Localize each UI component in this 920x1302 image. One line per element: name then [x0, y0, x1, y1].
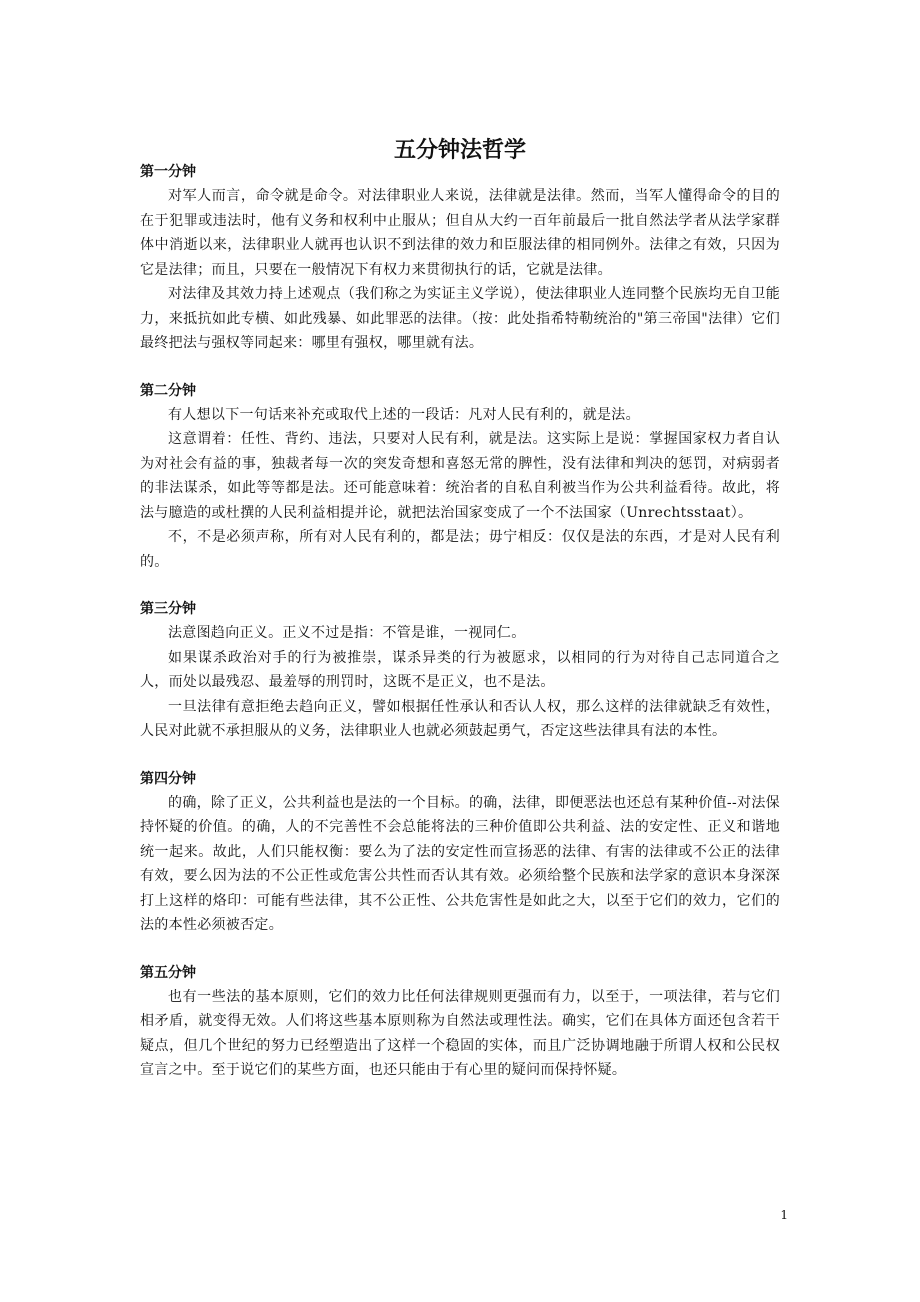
paragraph: 不，不是必须声称，所有对人民有利的，都是法；毋宁相反：仅仅是法的东西，才是对人民有利的。: [140, 529, 780, 570]
section-minute-2: [140, 379, 780, 575]
page-number: 1: [780, 1208, 788, 1222]
paragraph: 一旦法律有意拒绝去趋向正义，譬如根据任性承认和否认人权，那么这样的法律就缺乏有效性，人民对此就不承担服从的义务，法律职业人也就必须鼓起勇气，否定这些法律具有法的本性。: [140, 698, 780, 739]
section-heading: 第二分钟: [140, 382, 196, 399]
section-heading: 第一分钟: [140, 164, 196, 180]
paragraph: 如果谋杀政治对手的行为被推崇，谋杀异类的行为被愿求，以相同的行为对待自己志同道合之人，而处以最残忍、最羞辱的刑罚时，这既不是正义，也不是法。: [140, 649, 780, 690]
section-minute-4: [140, 767, 780, 938]
section-minute-1: [140, 160, 780, 356]
paragraph: 的确，除了正义，公共利益也是法的一个目标。的确，法律，即便恶法也还总有某种价值--对法保持怀疑的价值。的确，人的不完善性不会总能将法的三种价值即公共利益、法的安定性、正义和谐地统一起来。故此，人们只能权衡：要么为了法的安定性而宣扬恶的法律、有害的法律或不公正的法律有效，要么因为法的不公正性或危害公共性而否认其有效。必须给整个民族和法学家的意识本身深深打上这样的烙印：可能有些法律，其不公正性、公共危害性是如此之大，以至于它们的效力，它们的法的本性必须被否定。: [140, 794, 780, 933]
paragraph: 对法律及其效力持上述观点（我们称之为实证主义学说），使法律职业人连同整个民族均无自卫能力，来抵抗如此专横、如此残暴、如此罪恶的法律。（按：此处指希特勒统治的"第三帝国"法律）它们最终把法与强权等同起来：哪里有强权，哪里就有法。: [140, 286, 780, 351]
section-heading: 第五分钟: [140, 964, 196, 981]
paragraph: 这意谓着：任性、背约、违法，只要对人民有利，就是法。这实际上是说：掌握国家权力者自认为对社会有益的事，独裁者每一次的突发奇想和喜怒无常的脾性，没有法律和判决的惩罚，对病弱者的非法谋杀，如此等等都是法。还可能意味着：统治者的自私自利被当作为公共利益看待。故此，将法与臆造的或杜撰的人民利益相提并论，就把法治国家变成了一个不法国家（Unrechtsstaat）。: [140, 431, 780, 521]
paragraph: 有人想以下一句话来补充或取代上述的一段话：凡对人民有利的，就是法。: [168, 406, 640, 423]
paragraph: 也有一些法的基本原则，它们的效力比任何法律规则更强而有力，以至于，一项法律，若与它们相矛盾，就变得无效。人们将这些基本原则称为自然法或理性法。确实，它们在具体方面还包含若干疑点，但几个世纪的努力已经塑造出了这样一个稳固的实体，而且广泛协调地融于所谓人权和公民权宣言之中。至于说它们的某些方面，也还只能由于有心里的疑问而保持怀疑。: [140, 988, 780, 1078]
section-minute-5: [140, 961, 780, 1083]
page-title: 五分钟法哲学: [393, 136, 526, 163]
section-heading: 第三分钟: [140, 601, 196, 617]
paragraph: 法意图趋向正义。正义不过是指：不管是谁，一视同仁。: [168, 625, 526, 641]
section-minute-3: [140, 597, 780, 744]
document-body: [140, 160, 780, 1083]
paragraph: 对军人而言，命令就是命令。对法律职业人来说，法律就是法律。然而，当军人懂得命令的目的在于犯罪或违法时，他有义务和权利中止服从；但自从大约一百年前最后一批自然法学者从法学家群体中消逝以来，法律职业人就再也认识不到法律的效力和臣服法律的相同例外。法律之有效，只因为它是法律；而且，只要在一般情况下有权力来贯彻执行的话，它就是法律。: [140, 188, 780, 278]
section-heading: 第四分钟: [140, 770, 196, 787]
